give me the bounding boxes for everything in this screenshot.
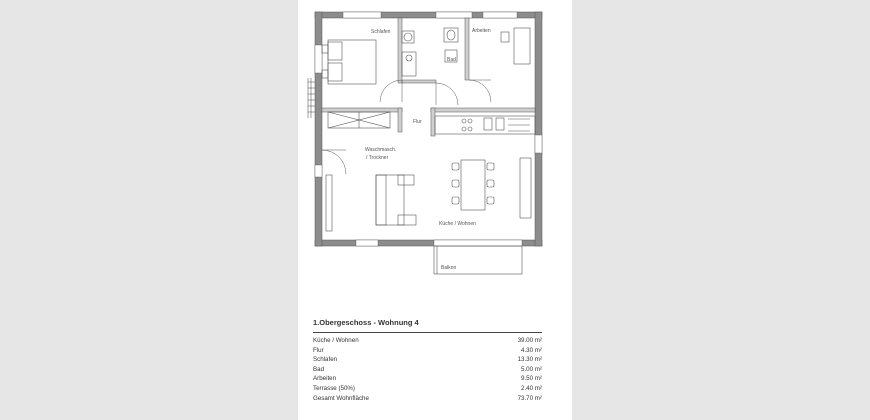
sideboard [326,155,531,231]
area-row-value: 39.00 m² [517,337,542,344]
outer-walls [315,12,542,246]
table-row [313,374,542,384]
room-label-flur: Flur [413,119,422,125]
area-table-top-rule [313,332,542,333]
room-label-balkon: Balkon [441,265,457,271]
area-row-label: Küche / Wohnen [313,337,359,344]
room-label-kueche-wohnen: Küche / Wohnen [439,221,476,227]
room-label-trockner: / Trockner [366,155,389,161]
plan-sheet [298,0,572,420]
area-table-title: 1.Obergeschoss - Wohnung 4 [313,318,419,327]
floor-plan [298,0,572,290]
table-row [313,384,542,394]
room-label-arbeiten: Arbeiten [472,28,491,34]
area-row-label: Bad [313,365,325,373]
interior-walls [322,18,535,136]
wall-hatch [308,78,315,118]
area-row-label: Flur [313,346,324,354]
table-row [313,336,542,346]
area-row-value: 5.00 m² [521,365,542,373]
room-label-bad: Bad [447,57,456,63]
wardrobe [328,112,390,128]
table-row [313,355,542,365]
room-label-waschmaschine: Waschmasch. [365,147,397,153]
area-table [313,336,542,403]
area-row-label: Terrasse (50%) [313,384,355,392]
area-row-value: 13.30 m² [517,356,542,364]
kitchen-counter [435,116,535,134]
area-row-label: Gesamt Wohnfläche [313,394,369,402]
desk [501,28,530,64]
table-row [313,365,542,375]
area-row-value: 4.30 m² [521,346,542,354]
room-label-schlafen: Schlafen [371,29,391,35]
table-row [313,346,542,356]
area-row-value: 2.40 m² [521,384,542,392]
bed [322,40,376,84]
area-row-value: 73.70 m² [517,394,542,402]
area-row-value: 9.50 m² [521,375,542,383]
table-row-total [313,394,542,404]
area-row-label: Schlafen [313,356,338,364]
floor-plan-drawing [298,0,572,290]
bathroom-fixtures [402,28,458,76]
dining-table [452,160,494,210]
sofa [376,175,416,225]
area-row-label: Arbeiten [313,375,337,383]
